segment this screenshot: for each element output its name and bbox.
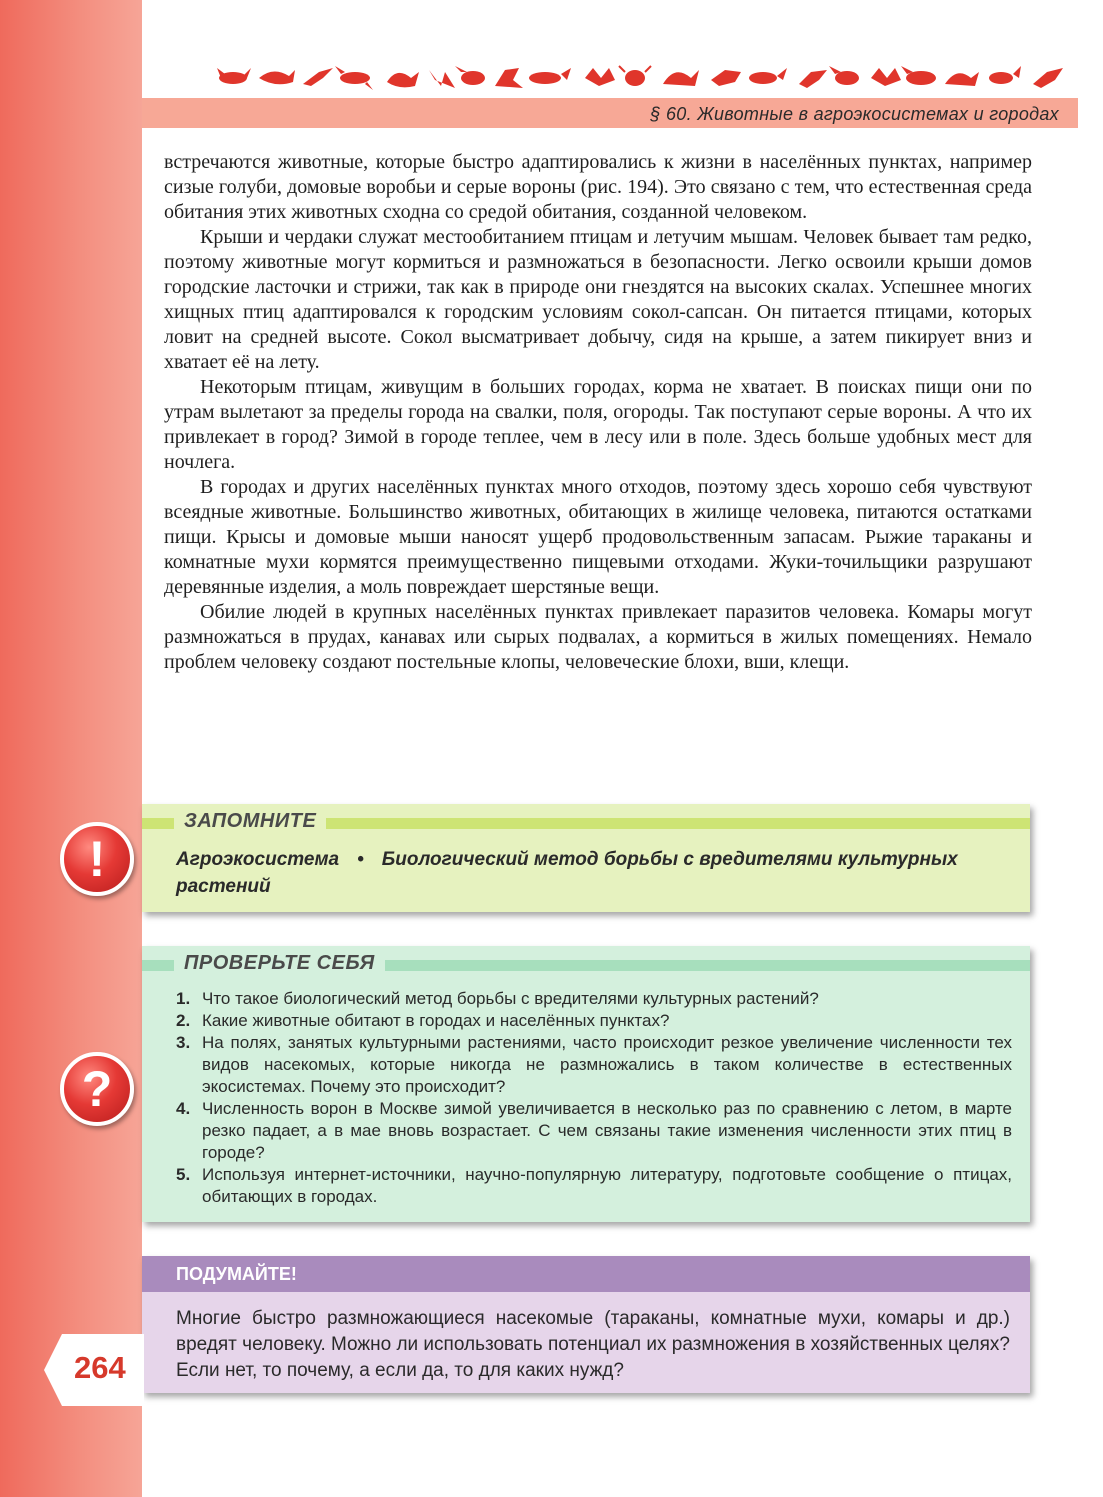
question-item	[176, 1010, 1012, 1032]
term-separator: •	[357, 849, 364, 870]
main-body-text	[164, 150, 1032, 675]
question-list	[176, 988, 1012, 1208]
body-paragraph: В городах и других населённых пунктах много отходов, поэтому здесь хорошо себя чувствуют всеядные животные. Большинство животных, обитающих в жилище человека, питаются остатками пищи. Крысы и домовые мыши наносят ущерб продовольственным запасам. Рыжие тараканы и комнатные мухи кормятся преимущественно пищевыми отходами. Жуки-точильщики разрушают деревянные изделия, а моль повреждает шерстяные вещи.	[164, 476, 1032, 598]
body-paragraph: встречаются животные, которые быстро адаптировались к жизни в населённых пунктах, например сизые голуби, домовые воробьи и серые вороны (рис. 194). Это связано с тем, что естественная среда обитания этих животных сходна со средой обитания, созданной человеком.	[164, 151, 1032, 223]
question-item	[176, 988, 1012, 1010]
section-title: § 60. Животные в агроэкосистемах и городах	[650, 104, 1059, 124]
think-text: Многие быстро размножающиеся насекомые (тараканы, комнатные мухи, комары и др.) вредят человеку. Можно ли использовать потенциал их размножения в хозяйственных целях? Если нет, то почему, а если да, то для каких нужд?	[176, 1308, 1010, 1381]
left-margin-band	[0, 0, 142, 1497]
body-paragraph: Обилие людей в крупных населённых пунктах привлекает паразитов человека. Комары могут размножаться в прудах, канавах или сырых подвалах, а кормиться в жилых помещениях. Немало проблем человеку создают постельные клопы, человеческие блохи, вши, клещи.	[164, 601, 1032, 673]
question-item	[176, 1032, 1012, 1098]
page-number: 264	[74, 1350, 126, 1385]
term-biological-method: Биологический метод борьбы с вредителями культурных растений	[176, 849, 958, 897]
question-text: Какие животные обитают в городах и населённых пунктах?	[202, 1011, 670, 1030]
remember-title: ЗАПОМНИТЕ	[174, 810, 326, 833]
check-yourself-box	[142, 946, 1030, 1222]
question-number: 1.	[176, 989, 191, 1008]
question-mark-icon: ?	[60, 1052, 134, 1126]
question-item	[176, 1098, 1012, 1164]
question-text: На полях, занятых культурными растениями, часто происходит резкое увеличение численности тех видов насекомых, которые никогда не размножались в таком количестве в естественных экосистемах. Почему это происходит?	[202, 1033, 1012, 1096]
question-text: Используя интернет-источники, научно-популярную литературу, подготовьте сообщение о птицах, обитающих в городах.	[202, 1165, 1012, 1206]
question-number: 4.	[176, 1099, 191, 1118]
question-number: 3.	[176, 1033, 191, 1052]
body-paragraph: Крыши и чердаки служат местообитанием птицам и летучим мышам. Человек бывает там редко, поэтому животные могут кормиться и размножаться в безопасности. Легко освоили крыши домов городские ласточки и стрижи, так как в природе они гнездятся на высоких скалах. Успешнее многих хищных птиц адаптировался к городским условиям сокол-сапсан. Он питается птицами, которых ловит на средней высоте. Сокол высматривает добычу, сидя на крыше, а затем пикирует вниз и хватает её на лету.	[164, 226, 1032, 373]
question-text: Что такое биологический метод борьбы с вредителями культурных растений?	[202, 989, 819, 1008]
animal-silhouettes-strip-icon	[215, 60, 1075, 96]
think-title: ПОДУМАЙТЕ!	[176, 1264, 297, 1284]
remember-terms	[176, 846, 996, 900]
body-paragraph: Некоторым птицам, живущим в больших городах, корма не хватает. В поисках пищи они по утрам вылетают за пределы города на свалки, поля, огороды. Так поступают серые вороны. А что их привлекает в город? Зимой в городе теплее, чем в лесу или в поле. Здесь больше удобных мест для ночлега.	[164, 376, 1032, 473]
question-number: 2.	[176, 1011, 191, 1030]
question-item	[176, 1164, 1012, 1208]
exclamation-icon: !	[60, 822, 134, 896]
remember-box	[142, 804, 1030, 912]
term-agroecosystem: Агроэкосистема	[176, 849, 340, 870]
check-title: ПРОВЕРЬТЕ СЕБЯ	[174, 952, 385, 975]
question-number: 5.	[176, 1165, 191, 1184]
think-box	[142, 1256, 1030, 1393]
question-text: Численность ворон в Москве зимой увеличивается в несколько раз по сравнению с летом, в марте резко падает, а в мае вновь возрастает. С чем связаны такие изменения численности этих птиц в городе?	[202, 1099, 1012, 1162]
